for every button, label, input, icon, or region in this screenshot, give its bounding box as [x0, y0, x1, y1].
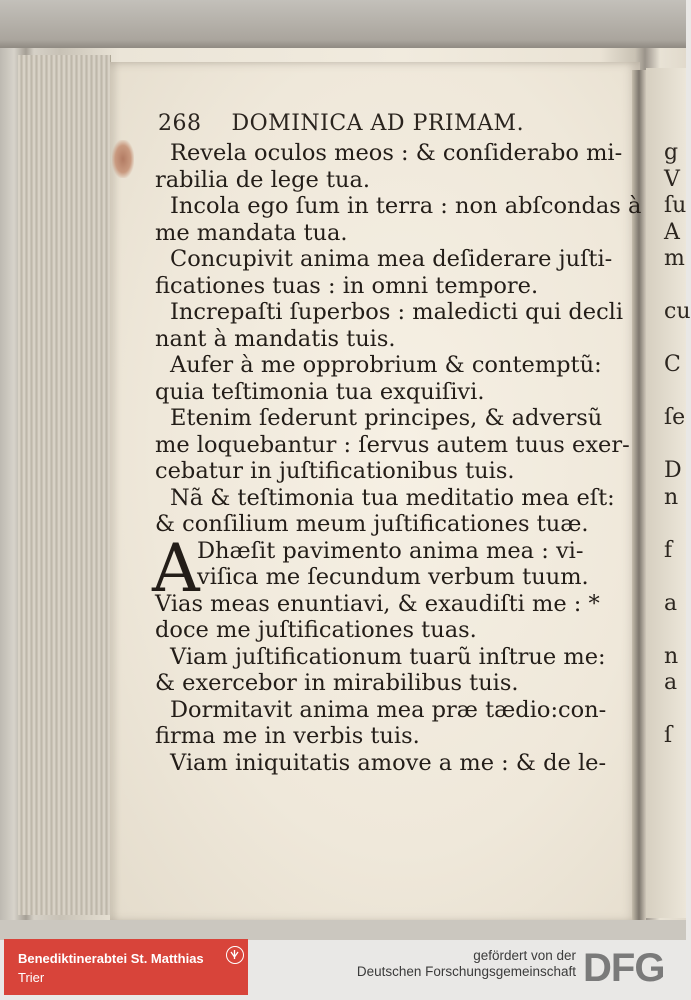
text-line: Aufer à me opprobrium & contemptũ: [170, 352, 602, 378]
text-line: Revela oculos meos : & conſiderabo mi- [170, 140, 623, 166]
right-page-fragment [664, 273, 686, 300]
right-page-fragment: ſu [664, 193, 687, 218]
text-line: me mandata tua. [155, 219, 348, 246]
text-line: quia teſtimonia tua exquiſivi. [155, 378, 485, 405]
text-line: Viam juſtificationum tuarũ inſtrue me: [170, 643, 606, 670]
text-line: Vias meas enuntiavi, & exaudiſti me : * [155, 590, 600, 617]
text-line: firma me in verbis tuis. [155, 723, 420, 749]
text-line: Etenim ſederunt principes, & adversũ [170, 405, 603, 431]
right-page-fragment: D [664, 458, 682, 483]
institution-name: Benediktinerabtei St. Matthias [18, 951, 204, 966]
right-page-fragment: ſe [664, 405, 686, 430]
text-line: Dhæſit pavimento anima mea : vi- [197, 537, 584, 564]
right-page-fragment: g [664, 140, 679, 165]
institution-city: Trier [18, 970, 45, 985]
funding-line-2: Deutschen Forschungsgemeinschaft [356, 964, 576, 979]
text-line: Incola ego ſum in terra : non abſcondas à [170, 193, 642, 219]
right-page-fragment: a [664, 590, 678, 616]
right-page-fragment [664, 432, 686, 459]
body-text [152, 140, 642, 776]
text-line: ficationes tuas : in omni tempore. [155, 272, 539, 299]
text-line: Nã & teſtimonia tua meditatio mea eſt: [170, 484, 615, 511]
right-page-fragment: cu [664, 299, 691, 324]
right-page-fragment: ſ [664, 723, 673, 748]
text-line: rabilia de lege tua. [155, 166, 371, 193]
abbey-emblem-icon [226, 946, 244, 964]
right-page-fragment: f [664, 537, 673, 563]
page-number: 268 [158, 111, 202, 136]
dfg-logo-text: DFG [583, 946, 665, 990]
book-cover-top [0, 0, 686, 48]
right-page-fragment [664, 326, 686, 353]
running-head [158, 111, 618, 136]
right-page-fragment: C [664, 352, 681, 377]
right-page-fragment [664, 697, 686, 724]
page-edges [18, 55, 111, 915]
text-line: cebatur in juſtificationibus tuis. [155, 458, 515, 484]
text-line: Dormitavit anima mea præ tædio:con- [170, 696, 607, 723]
text-line: & conſilium meum juſtificationes tuæ. [155, 511, 589, 537]
text-line: doce me juſtificationes tuas. [155, 617, 477, 643]
institution-banner[interactable] [4, 939, 248, 995]
funding-line-1: gefördert von der [473, 948, 576, 963]
funding-note [357, 948, 576, 980]
right-page-fragment: n [664, 643, 679, 669]
book-bottom [0, 920, 686, 940]
text-line: nant à mandatis tuis. [155, 325, 396, 352]
right-page-fragment: a [664, 670, 678, 695]
running-title: DOMINICA AD PRIMAM. [231, 111, 525, 136]
right-page-fragment [664, 617, 686, 644]
text-line: Concupivit anima mea deſiderare juſti- [170, 246, 613, 272]
right-page-text [664, 140, 691, 750]
text-line: Increpaſti ſuperbos : maledicti qui decli [170, 299, 624, 325]
text-line: viſica me ſecundum verbum tuum. [197, 564, 589, 590]
text-line: me loquebantur : ſervus autem tuus exer- [155, 431, 630, 458]
right-page-fragment: n [664, 484, 679, 510]
text-line: Viam iniquitatis amove a me : & de le- [170, 749, 607, 776]
dfg-logo[interactable] [583, 946, 681, 990]
drop-cap: A [152, 529, 200, 607]
right-page-fragment [664, 379, 686, 406]
right-page-fragment [664, 511, 686, 538]
right-page-fragment: m [664, 246, 685, 271]
text-line: & exercebor in mirabilibus tuis. [155, 670, 519, 696]
paper-stain [112, 140, 134, 178]
right-page-fragment: A [664, 219, 680, 245]
right-page-fragment [664, 564, 686, 591]
right-page-fragment: V [664, 166, 680, 192]
